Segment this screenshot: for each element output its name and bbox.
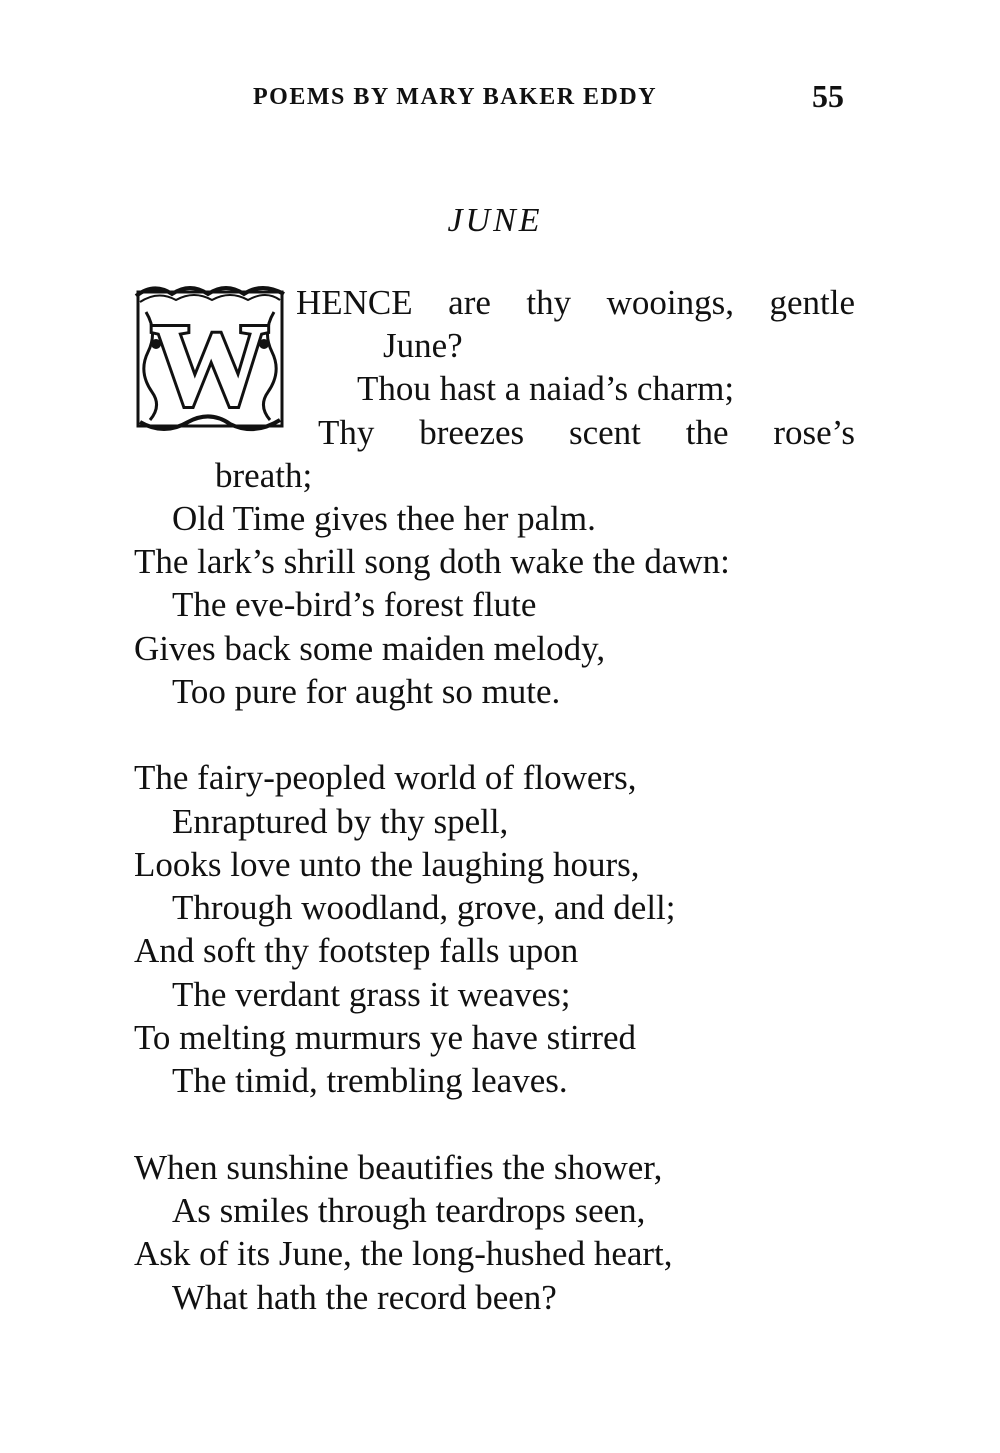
drop-cap-svg <box>134 282 286 434</box>
stanza3-line: As smiles through teardrops seen, <box>172 1191 646 1230</box>
stanza2-line: The verdant grass it weaves; <box>172 975 571 1014</box>
stanza2-line: Enraptured by thy spell, <box>172 802 509 841</box>
stanza1-line: Thou hast a naiad’s charm; <box>357 369 735 408</box>
stanza3-line: When sunshine beautifies the shower, <box>134 1148 663 1187</box>
stanza1-line: Thy breezes scent the rose’s <box>318 413 855 452</box>
drop-cap-ornament <box>134 282 286 434</box>
stanza1-line: June? <box>383 326 463 365</box>
page-header <box>0 78 1000 118</box>
stanza2-line: Through woodland, grove, and dell; <box>172 888 676 927</box>
stanza1-line: breath; <box>215 456 313 495</box>
stanza1-line: HENCE are thy wooings, gentle <box>296 283 855 322</box>
stanza3-line: What hath the record been? <box>172 1278 557 1317</box>
stanza3-line: Ask of its June, the long-hushed heart, <box>134 1234 673 1273</box>
stanza1-line: Gives back some maiden melody, <box>134 629 606 668</box>
page-number: 55 <box>812 78 844 114</box>
poem-title: JUNE <box>447 202 543 239</box>
stanza2-line: The timid, trembling leaves. <box>172 1061 568 1100</box>
stanza2-line: Looks love unto the laughing hours, <box>134 845 640 884</box>
stanza1-line: The lark’s shrill song doth wake the dawn: <box>134 542 730 581</box>
stanza1-line: The eve-bird’s forest flute <box>172 585 537 624</box>
stanza2-line: To melting murmurs ye have stirred <box>134 1018 637 1057</box>
stanza1-line: Too pure for aught so mute. <box>172 672 561 711</box>
drop-cap-letter: W <box>151 299 269 430</box>
stanza2-line: The fairy-peopled world of flowers, <box>134 758 637 797</box>
running-title: POEMS BY MARY BAKER EDDY <box>253 84 658 110</box>
stanza1-line: Old Time gives thee her palm. <box>172 499 596 538</box>
stanza2-line: And soft thy footstep falls upon <box>134 931 579 970</box>
